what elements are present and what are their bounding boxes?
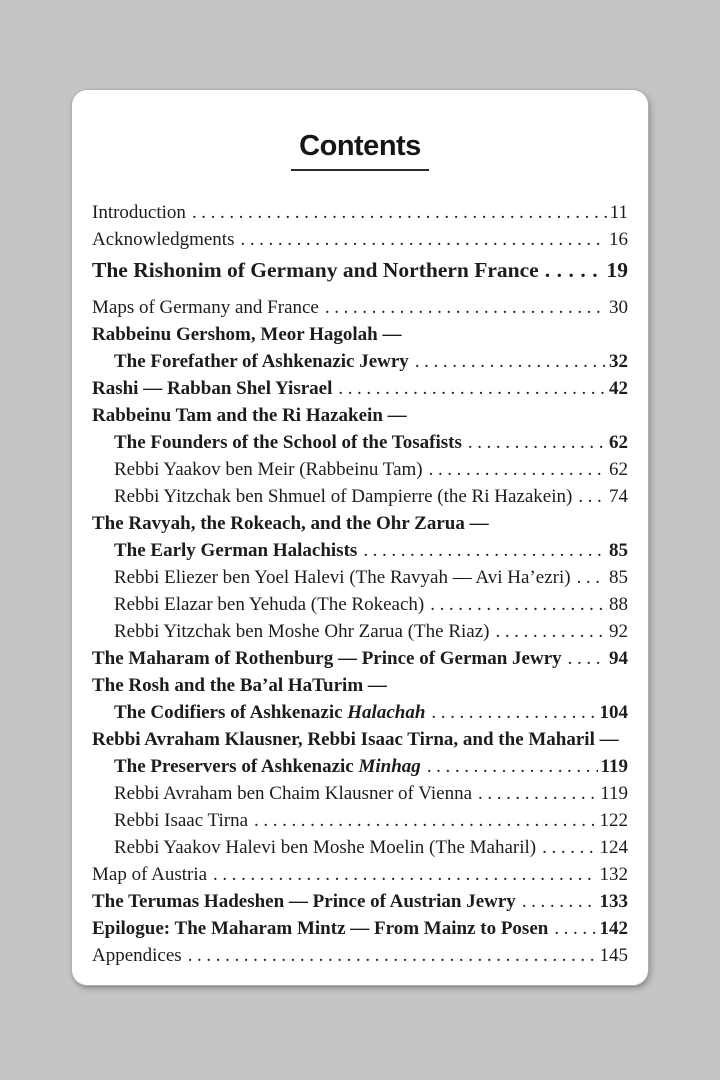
dot-leader <box>213 861 596 888</box>
toc-entry <box>92 375 628 402</box>
toc-entry-label: The Terumas Hadeshen — Prince of Austrian Jewry <box>92 891 516 912</box>
toc-entry <box>92 199 628 226</box>
toc-entry-page: 74 <box>609 486 628 507</box>
toc-entry-label: The Founders of the School of the Tosafists <box>114 432 462 453</box>
dot-leader <box>478 780 597 807</box>
toc-entry-page: 19 <box>606 258 628 282</box>
toc-entry-page: 119 <box>600 783 628 804</box>
toc-entry-label: Rashi — Rabban Shel Yisrael <box>92 378 333 399</box>
toc-entry <box>92 429 628 456</box>
toc-entry <box>92 537 628 564</box>
toc-entry-page: 62 <box>609 432 628 453</box>
toc-entry <box>92 257 628 284</box>
toc-entry-label: Maps of Germany and France <box>92 297 319 318</box>
toc-entry-label: The Rosh and the Ba’al HaTurim — <box>92 675 387 696</box>
toc-entry <box>92 348 628 375</box>
toc-entry-page: 104 <box>599 702 628 723</box>
toc-entry-page: 11 <box>609 202 628 223</box>
book-page <box>72 90 648 985</box>
dot-leader <box>415 348 606 375</box>
title-wrap <box>92 130 628 171</box>
toc-entry-label: Rebbi Avraham ben Chaim Klausner of Vienna <box>114 783 473 804</box>
toc-entry-label: Introduction <box>92 202 186 223</box>
dot-leader <box>431 699 596 726</box>
toc-entry-label: Rebbi Eliezer ben Yoel Halevi (The Ravyah — Avi Ha’ezri) <box>114 567 571 588</box>
table-of-contents <box>92 199 628 969</box>
toc-entry-label: Map of Austria <box>92 864 208 885</box>
toc-entry-label: The Forefather of Ashkenazic Jewry <box>114 351 409 372</box>
toc-entry-page: 88 <box>609 594 628 615</box>
toc-entry-italic-word: Halachah <box>347 702 426 723</box>
dot-leader <box>429 456 606 483</box>
toc-entry-label: Rebbi Avraham Klausner, Rebbi Isaac Tirna, and the Maharil — <box>92 729 619 750</box>
toc-entry <box>92 294 628 321</box>
toc-entry <box>92 861 628 888</box>
toc-entry-page: 142 <box>599 918 628 939</box>
dot-leader <box>568 645 606 672</box>
toc-entry-page: 16 <box>609 229 628 250</box>
toc-entry <box>92 402 628 429</box>
dot-leader <box>578 483 606 510</box>
toc-entry <box>92 483 628 510</box>
toc-entry-label: Epilogue: The Maharam Mintz — From Mainz to Posen <box>92 918 549 939</box>
toc-entry-page: 32 <box>609 351 628 372</box>
toc-entry <box>92 942 628 969</box>
toc-entry-page: 85 <box>609 540 628 561</box>
page-title: Contents <box>291 130 429 171</box>
toc-entry-page: 133 <box>599 891 628 912</box>
dot-leader <box>522 888 597 915</box>
toc-entry-page: 94 <box>609 648 628 669</box>
dot-leader <box>240 226 606 253</box>
toc-entry <box>92 591 628 618</box>
toc-entry <box>92 807 628 834</box>
toc-entry-label: Rebbi Yitzchak ben Shmuel of Dampierre (the Ri Hazakein) <box>114 486 573 507</box>
dot-leader <box>427 753 598 780</box>
toc-entry-page: 42 <box>609 378 628 399</box>
toc-entry <box>92 672 628 699</box>
toc-entry <box>92 888 628 915</box>
toc-entry <box>92 321 628 348</box>
toc-entry-label: The Rishonim of Germany and Northern France <box>92 258 539 282</box>
toc-entry-label: The Early German Halachists <box>114 540 358 561</box>
toc-entry-page: 85 <box>609 567 628 588</box>
toc-entry <box>92 753 628 780</box>
toc-entry-label: The Maharam of Rothenburg — Prince of German Jewry <box>92 648 562 669</box>
toc-entry-label: Acknowledgments <box>92 229 235 250</box>
toc-entry-page: 62 <box>609 459 628 480</box>
toc-entry-label: Rebbi Yitzchak ben Moshe Ohr Zarua (The Riaz) <box>114 621 490 642</box>
dot-leader <box>325 294 606 321</box>
toc-entry <box>92 226 628 253</box>
toc-entry <box>92 915 628 942</box>
toc-entry <box>92 699 628 726</box>
toc-entry-page: 30 <box>609 297 628 318</box>
dot-leader <box>542 834 596 861</box>
toc-entry <box>92 834 628 861</box>
toc-entry-page: 145 <box>599 945 628 966</box>
toc-entry-page: 119 <box>600 756 628 777</box>
toc-entry <box>92 618 628 645</box>
dot-leader <box>468 429 606 456</box>
toc-entry-label: Appendices <box>92 945 182 966</box>
dot-leader <box>495 618 606 645</box>
toc-entry-label: Rebbi Elazar ben Yehuda (The Rokeach) <box>114 594 425 615</box>
toc-entry-label: The Ravyah, the Rokeach, and the Ohr Zarua — <box>92 513 489 534</box>
toc-entry-label: The Preservers of Ashkenazic Minhag <box>114 756 421 777</box>
dot-leader <box>338 375 606 402</box>
dot-leader <box>192 199 607 226</box>
toc-entry-label: Rebbi Yaakov Halevi ben Moshe Moelin (The Maharil) <box>114 837 537 858</box>
toc-entry <box>92 780 628 807</box>
toc-entry <box>92 645 628 672</box>
toc-entry <box>92 510 628 537</box>
toc-entry-label: Rabbeinu Gershom, Meor Hagolah — <box>92 324 402 345</box>
toc-entry-label: Rebbi Yaakov ben Meir (Rabbeinu Tam) <box>114 459 423 480</box>
toc-entry <box>92 564 628 591</box>
dot-leader <box>188 942 597 969</box>
dot-leader <box>554 915 596 942</box>
toc-entry-label: Rabbeinu Tam and the Ri Hazakein — <box>92 405 407 426</box>
toc-entry-label: Rebbi Isaac Tirna <box>114 810 249 831</box>
toc-entry <box>92 456 628 483</box>
dot-leader <box>254 807 596 834</box>
toc-entry-italic-word: Minhag <box>358 756 421 777</box>
toc-entry-label: The Codifiers of Ashkenazic Halachah <box>114 702 426 723</box>
toc-entry <box>92 726 628 753</box>
toc-entry-page: 92 <box>609 621 628 642</box>
dot-leader <box>545 257 604 284</box>
dot-leader <box>430 591 606 618</box>
dot-leader <box>577 564 606 591</box>
toc-entry-page: 124 <box>599 837 628 858</box>
toc-entry-page: 132 <box>599 864 628 885</box>
dot-leader <box>363 537 606 564</box>
toc-entry-page: 122 <box>599 810 628 831</box>
